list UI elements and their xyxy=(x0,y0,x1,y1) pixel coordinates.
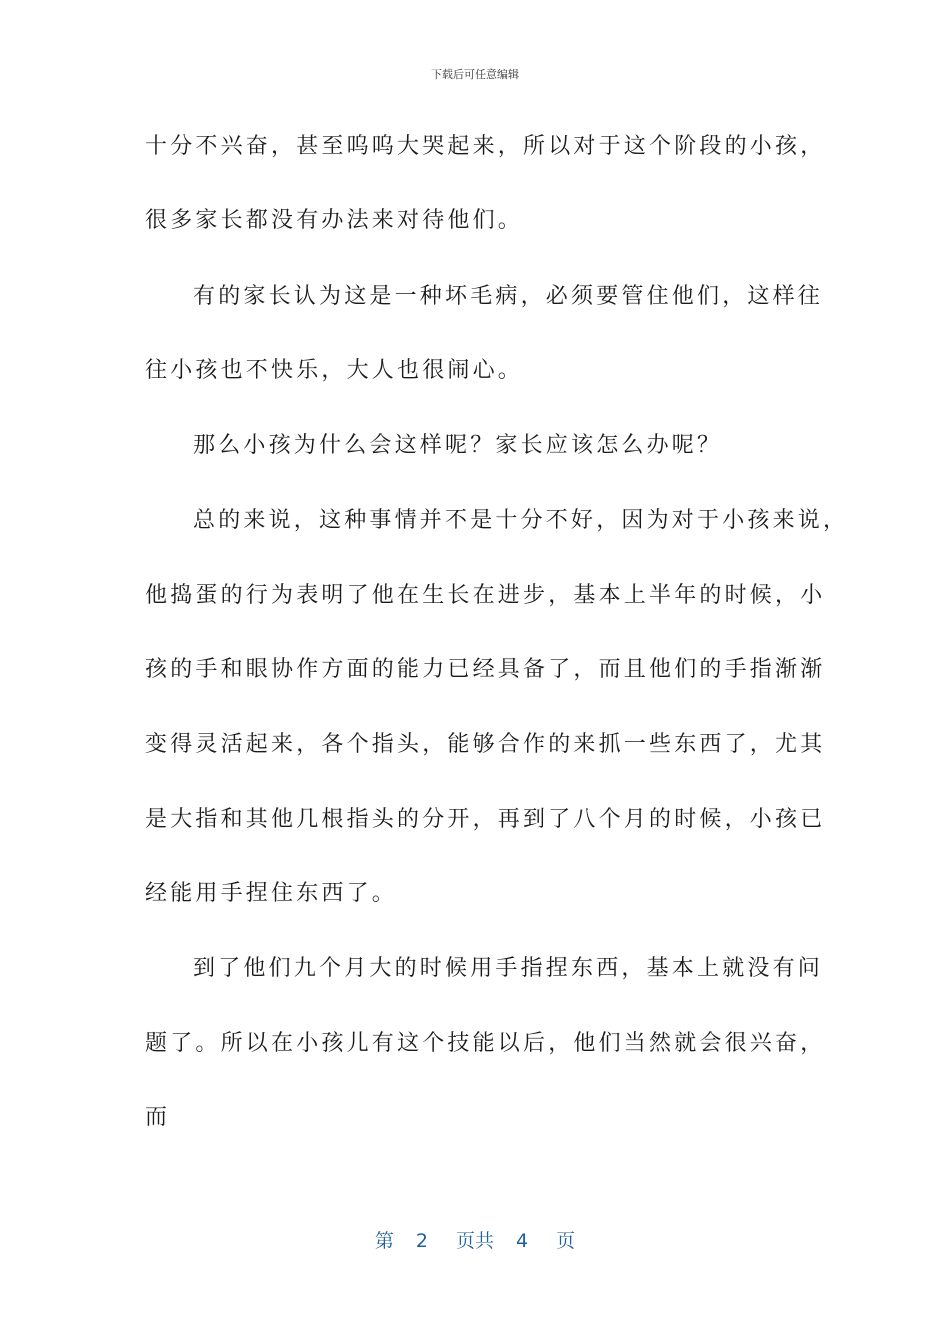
text-line: 是大指和其他几根指头的分开，再到了八个月的时候，小孩已 xyxy=(145,807,826,832)
page-footer xyxy=(0,1226,950,1253)
text-line: 很多家长都没有办法来对待他们。 xyxy=(145,208,524,233)
text-line: 到了他们九个月大的时候用手指捏东西，基本上就没有问 xyxy=(193,956,824,981)
text-line: 往小孩也不快乐，大人也很闹心。 xyxy=(145,358,524,383)
text-line: 那么小孩为什么会这样呢？家长应该怎么办呢？ xyxy=(193,433,723,458)
page-header: 下载后可任意编辑 xyxy=(431,68,519,81)
footer-total-pages: 4 xyxy=(516,1230,529,1252)
footer-page-number: 2 xyxy=(415,1230,428,1252)
text-line: 经能用手捏住东西了。 xyxy=(145,881,398,906)
text-line: 有的家长认为这是一种坏毛病，必须要管住他们，这样往 xyxy=(193,284,824,309)
text-line: 他捣蛋的行为表明了他在生长在进步，基本上半年的时候，小 xyxy=(145,583,826,608)
text-line: 十分不兴奋，甚至呜呜大哭起来，所以对于这个阶段的小孩， xyxy=(145,134,826,159)
footer-middle: 页共 xyxy=(455,1230,494,1252)
text-line: 变得灵活起来，各个指头，能够合作的来抓一些东西了，尤其 xyxy=(145,732,826,757)
text-line: 题了。所以在小孩儿有这个技能以后，他们当然就会很兴奋， xyxy=(145,1031,826,1056)
footer-suffix: 页 xyxy=(556,1230,576,1252)
text-line: 孩的手和眼协作方面的能力已经具备了，而且他们的手指渐渐 xyxy=(145,657,826,682)
text-line: 而 xyxy=(145,1105,171,1130)
footer-prefix: 第 xyxy=(374,1230,394,1252)
text-line: 总的来说，这种事情并不是十分不好，因为对于小孩来说， xyxy=(193,508,849,533)
